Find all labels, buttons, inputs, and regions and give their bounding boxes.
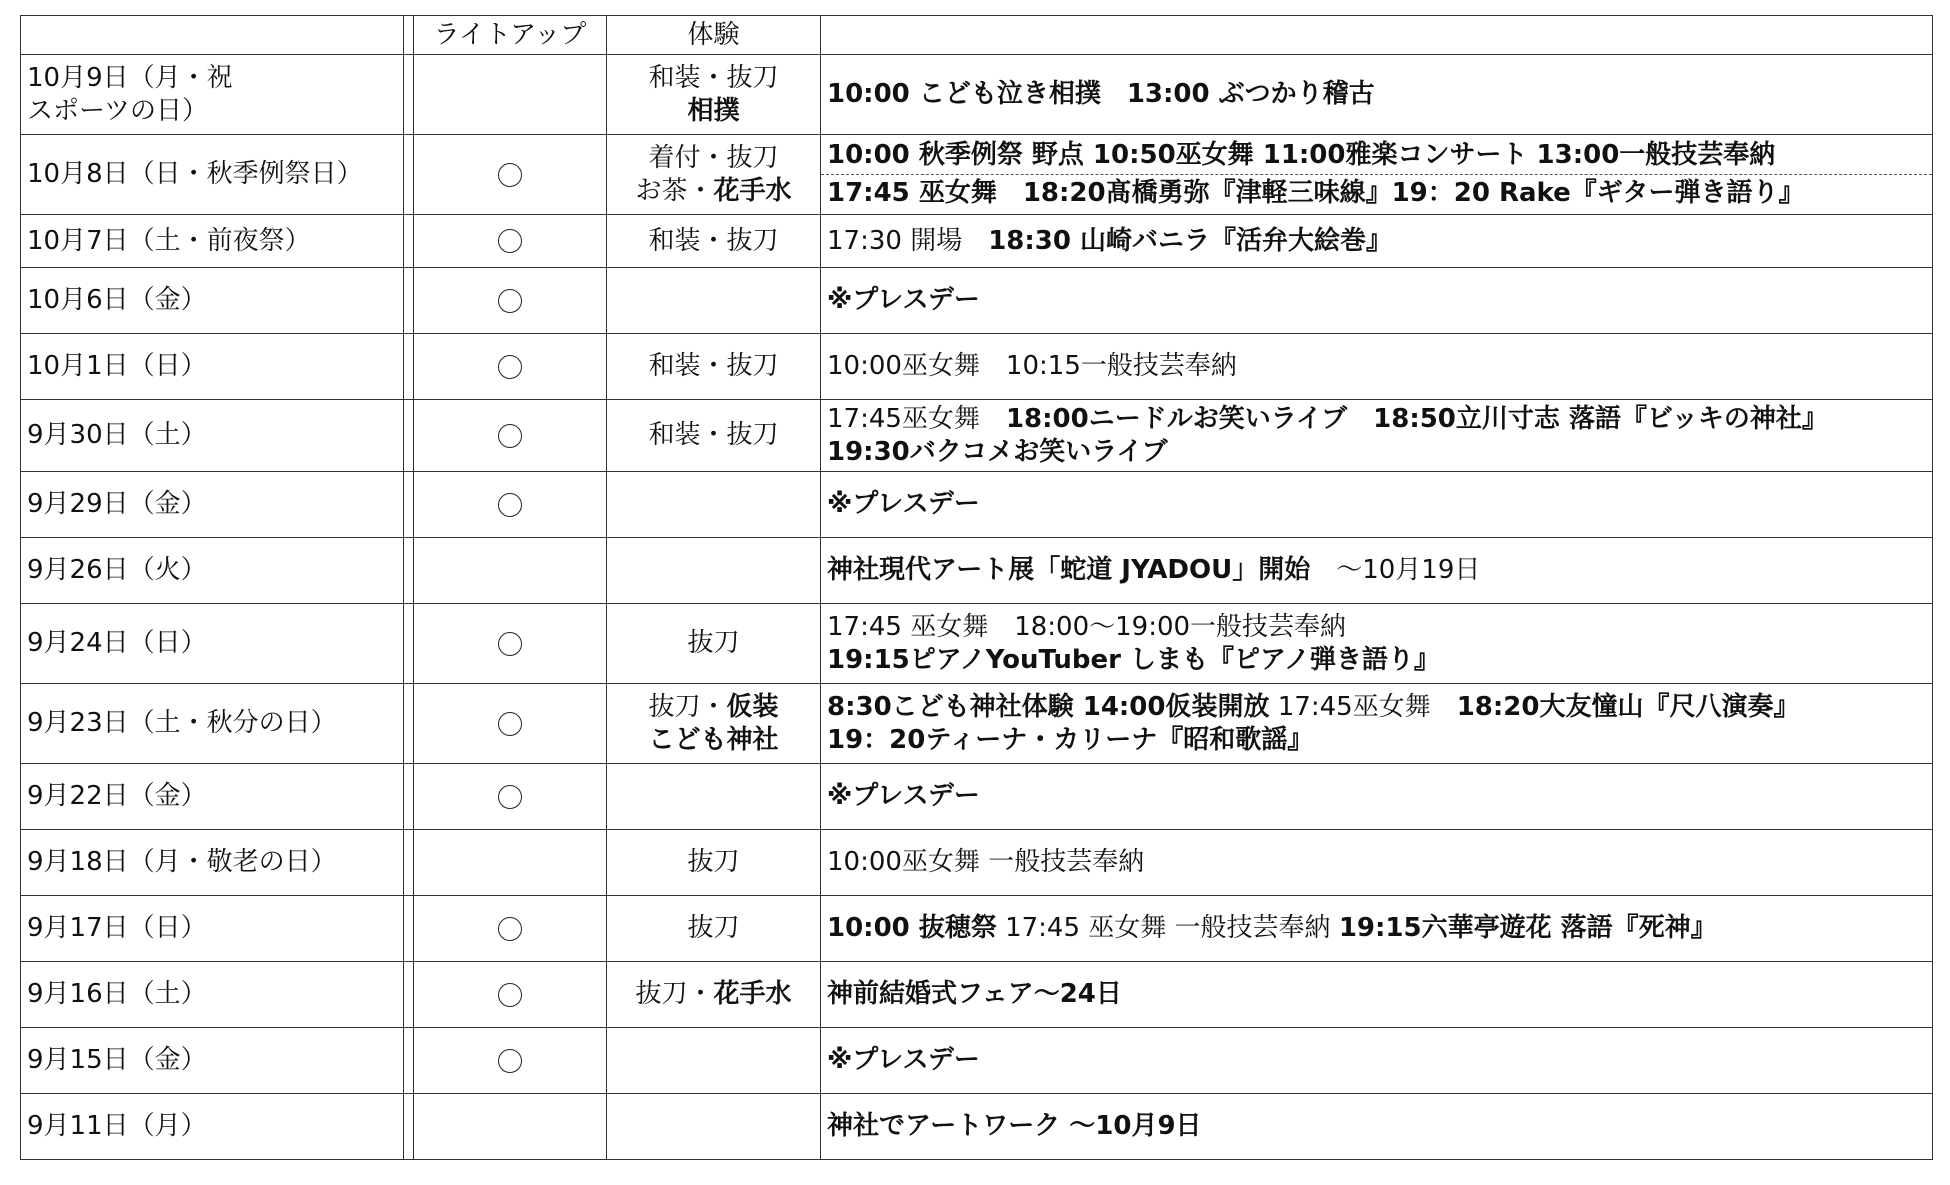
events-cell (821, 764, 1933, 830)
event-text: ※プレスデー (827, 1045, 980, 1075)
events-cell (821, 135, 1933, 215)
lightup-circle-icon (498, 229, 522, 253)
event-text: 10:00 秋季例祭 野点 10:50巫女舞 11:00雅楽コンサート 13:00一般技芸奉納 (827, 140, 1776, 170)
experience-text: 和装・抜刀 (648, 225, 779, 256)
events-cell (821, 684, 1933, 764)
experience-cell (607, 400, 821, 472)
experience-text: 着付・抜刀 (648, 142, 779, 173)
date-text: 10月9日（月・祝 (27, 62, 233, 93)
experience-cell (607, 472, 821, 538)
experience-cell (607, 604, 821, 684)
gap-cell (404, 538, 414, 604)
date-cell (21, 55, 404, 135)
experience-cell (607, 334, 821, 400)
lightup-circle-icon (498, 424, 522, 448)
event-text: 18:30 山崎バニラ『活弁大絵巻』 (988, 225, 1393, 256)
schedule-row (21, 962, 1933, 1028)
event-text: ※プレスデー (827, 781, 980, 811)
lightup-circle-icon (498, 785, 522, 809)
events-cell (821, 1028, 1933, 1094)
event-text: 8:30こども神社体験 14:00仮装開放 (827, 691, 1270, 722)
events-cell (821, 400, 1933, 472)
lightup-cell (414, 830, 607, 896)
events-cell (821, 604, 1933, 684)
events-cell (821, 962, 1933, 1028)
events-cell (821, 896, 1933, 962)
lightup-circle-icon (498, 289, 522, 313)
date-text: 9月23日（土・秋分の日） (27, 708, 337, 738)
schedule-table (20, 15, 1933, 1160)
experience-cell (607, 896, 821, 962)
date-text: 9月29日（金） (27, 489, 207, 519)
experience-cell (607, 1028, 821, 1094)
lightup-cell (414, 1094, 607, 1160)
gap-cell (404, 830, 414, 896)
header-date (21, 16, 404, 55)
date-text: 9月16日（土） (27, 979, 207, 1009)
header-row (21, 16, 1933, 55)
date-cell (21, 896, 404, 962)
experience-text: お茶・ (635, 175, 714, 206)
schedule-row (21, 135, 1933, 215)
gap-cell (404, 472, 414, 538)
experience-text: 相撲 (687, 95, 740, 126)
schedule-row (21, 1094, 1933, 1160)
gap-cell (404, 1028, 414, 1094)
lightup-cell (414, 400, 607, 472)
schedule-row (21, 896, 1933, 962)
date-text: 10月8日（日・秋季例祭日） (27, 159, 363, 189)
gap-cell (404, 400, 414, 472)
date-cell (21, 135, 404, 215)
experience-text: 抜刀 (687, 628, 740, 658)
lightup-cell (414, 215, 607, 268)
lightup-cell (414, 896, 607, 962)
experience-text: 和装・抜刀 (648, 351, 779, 381)
date-text: スポーツの日） (27, 95, 208, 126)
date-text: 9月22日（金） (27, 781, 207, 811)
experience-cell (607, 684, 821, 764)
experience-cell (607, 764, 821, 830)
gap-cell (404, 55, 414, 135)
lightup-circle-icon (498, 163, 522, 187)
experience-text: 仮装 (726, 691, 779, 722)
event-text: 10:00巫女舞 10:15一般技芸奉納 (827, 351, 1237, 381)
event-text: 17:45 巫女舞 一般技芸奉納 (996, 913, 1339, 943)
header-experience: 体験 (607, 16, 821, 55)
gap-cell (404, 684, 414, 764)
experience-cell (607, 215, 821, 268)
event-text: 17:45 巫女舞 18:00～19:00一般技芸奉納 (827, 611, 1347, 642)
experience-cell (607, 135, 821, 215)
lightup-circle-icon (498, 917, 522, 941)
schedule-row (21, 334, 1933, 400)
lightup-cell (414, 538, 607, 604)
experience-text: こども神社 (648, 724, 779, 755)
date-text: 9月24日（日） (27, 628, 207, 658)
event-text: 10:00 抜穂祭 (827, 913, 997, 943)
date-cell (21, 1028, 404, 1094)
events-cell (821, 334, 1933, 400)
event-text: ～10月19日 (1310, 555, 1481, 585)
header-light: ライトアップ (414, 16, 607, 55)
date-cell (21, 764, 404, 830)
date-text: 9月18日（月・敬老の日） (27, 847, 337, 877)
date-cell (21, 538, 404, 604)
date-cell (21, 334, 404, 400)
event-text: 19:15六華亭遊花 落語『死神』 (1338, 913, 1717, 943)
events-cell (821, 538, 1933, 604)
schedule-row (21, 764, 1933, 830)
event-text: ※プレスデー (827, 285, 980, 315)
gap-cell (404, 764, 414, 830)
event-text: 神社現代アート展「蛇道 JYADOU」開始 (827, 555, 1311, 585)
experience-cell (607, 962, 821, 1028)
event-text: 19:30バクコメお笑いライブ (827, 436, 1168, 467)
date-text: 9月15日（金） (27, 1045, 207, 1075)
events-cell (821, 472, 1933, 538)
date-cell (21, 215, 404, 268)
schedule-row (21, 538, 1933, 604)
experience-cell (607, 55, 821, 135)
event-text: 神前結婚式フェア～24日 (827, 979, 1122, 1009)
schedule-row (21, 830, 1933, 896)
event-text: 19：20ティーナ・カリーナ『昭和歌謡』 (827, 724, 1314, 755)
date-text: 10月1日（日） (27, 351, 207, 381)
event-text: 17:45巫女舞 (827, 403, 1006, 434)
lightup-cell (414, 962, 607, 1028)
event-text: 10:00 こども泣き相撲 13:00 ぶつかり稽古 (827, 79, 1375, 109)
experience-text: 抜刀 (687, 847, 740, 877)
date-cell (21, 830, 404, 896)
lightup-cell (414, 268, 607, 334)
lightup-cell (414, 1028, 607, 1094)
schedule-sheet (20, 15, 1932, 1160)
event-text: 17:45巫女舞 (1269, 691, 1457, 722)
lightup-cell (414, 472, 607, 538)
date-cell (21, 472, 404, 538)
date-text: 9月11日（月） (27, 1111, 207, 1141)
experience-cell (607, 830, 821, 896)
date-text: 9月17日（日） (27, 913, 207, 943)
schedule-row (21, 268, 1933, 334)
event-text: 10:00巫女舞 一般技芸奉納 (827, 847, 1145, 877)
gap-cell (404, 268, 414, 334)
lightup-cell (414, 604, 607, 684)
experience-text: 和装・抜刀 (648, 420, 779, 450)
event-text: 19:15ピアノYouTuber しまも『ピアノ弾き語り』 (827, 644, 1440, 675)
date-text: 10月6日（金） (27, 285, 207, 315)
events-cell (821, 1094, 1933, 1160)
date-cell (21, 962, 404, 1028)
schedule-row (21, 472, 1933, 538)
experience-text: 花手水 (713, 175, 792, 206)
event-text: 18:00ニードルお笑いライブ 18:50立川寸志 落語『ビッキの神社』 (1005, 403, 1828, 434)
events-cell (821, 215, 1933, 268)
experience-cell (607, 1094, 821, 1160)
lightup-circle-icon (498, 983, 522, 1007)
gap-cell (404, 334, 414, 400)
experience-text: 抜刀・ (648, 691, 727, 722)
lightup-cell (414, 135, 607, 215)
date-cell (21, 604, 404, 684)
schedule-row (21, 684, 1933, 764)
lightup-circle-icon (498, 712, 522, 736)
experience-text: 花手水 (713, 979, 792, 1009)
gap-cell (404, 1094, 414, 1160)
header-gap (404, 16, 414, 55)
date-text: 10月7日（土・前夜祭） (27, 225, 311, 256)
date-cell (21, 1094, 404, 1160)
gap-cell (404, 962, 414, 1028)
experience-text: 和装・抜刀 (648, 62, 779, 93)
lightup-circle-icon (498, 632, 522, 656)
event-text: 神社でアートワーク ～10月9日 (827, 1111, 1202, 1141)
gap-cell (404, 896, 414, 962)
schedule-row (21, 400, 1933, 472)
lightup-cell (414, 764, 607, 830)
date-cell (21, 268, 404, 334)
events-cell (821, 268, 1933, 334)
lightup-circle-icon (498, 493, 522, 517)
gap-cell (404, 215, 414, 268)
schedule-row (21, 215, 1933, 268)
experience-cell (607, 268, 821, 334)
event-text: ※プレスデー (827, 489, 980, 519)
date-text: 9月30日（土） (27, 420, 207, 450)
lightup-circle-icon (498, 355, 522, 379)
lightup-cell (414, 684, 607, 764)
header-events (821, 16, 1933, 55)
experience-text: 抜刀 (687, 913, 740, 943)
schedule-row (21, 1028, 1933, 1094)
date-cell (21, 400, 404, 472)
event-text: 17:45 巫女舞 18:20髙橋勇弥『津軽三味線』19：20 Rake『ギター弾き語り』 (827, 178, 1805, 208)
schedule-row (21, 604, 1933, 684)
lightup-cell (414, 55, 607, 135)
date-cell (21, 684, 404, 764)
experience-text: 抜刀・ (635, 979, 714, 1009)
experience-cell (607, 538, 821, 604)
event-text: 17:30 開場 (827, 225, 989, 256)
events-cell (821, 830, 1933, 896)
events-cell (821, 55, 1933, 135)
gap-cell (404, 604, 414, 684)
date-text: 9月26日（火） (27, 555, 207, 585)
gap-cell (404, 135, 414, 215)
lightup-cell (414, 334, 607, 400)
event-text: 18:20大友憧山『尺八演奏』 (1456, 691, 1800, 722)
schedule-row (21, 55, 1933, 135)
lightup-circle-icon (498, 1049, 522, 1073)
